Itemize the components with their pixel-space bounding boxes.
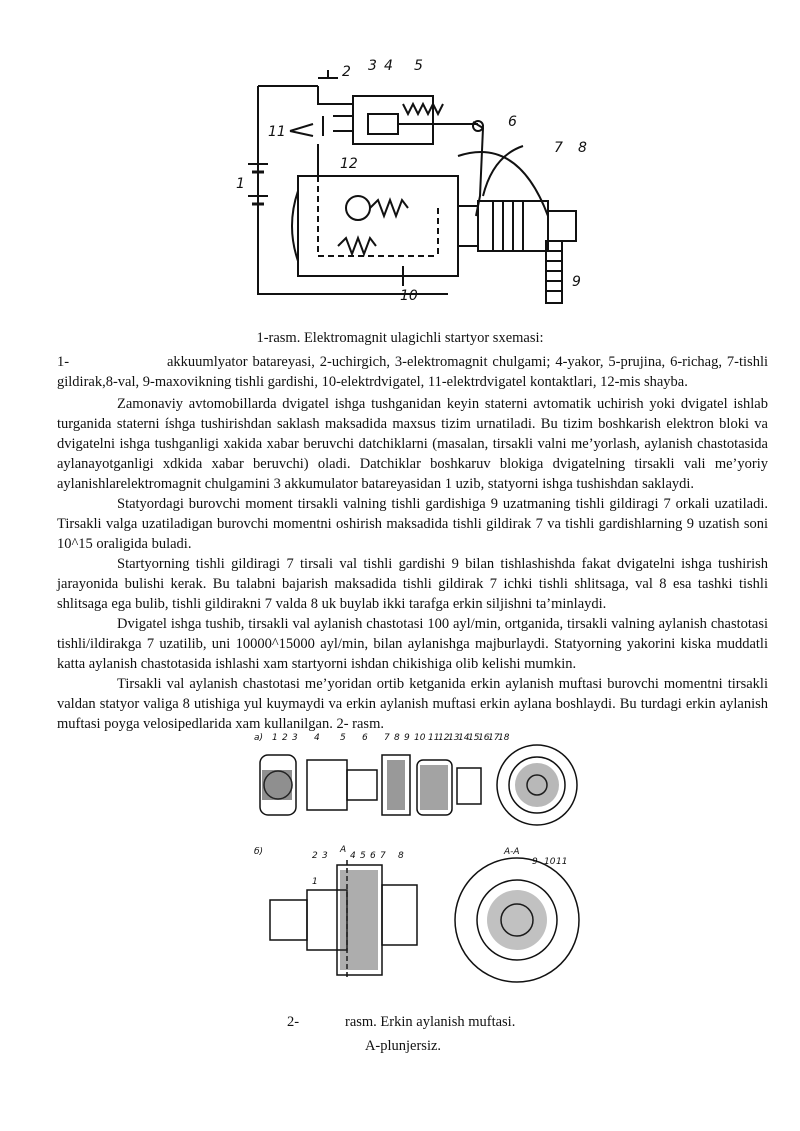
fig2b-label-9: 9 [532,857,538,867]
fig2b-label-4: 4 [350,851,356,861]
fig1-label-2: 2 [342,64,351,80]
fig2b-label-2: 2 [312,851,318,861]
fig1-label-3: 3 [368,58,377,74]
fig2b-label-7: 7 [380,851,386,861]
legend-number: 1- [57,354,70,370]
fig1-label-12: 12 [340,156,358,172]
fig2a-label-12: 12 [438,733,450,743]
fig2b-section-label: A-A [504,847,520,857]
fig2b-label-1: 1 [312,877,318,887]
fig2a-label-6: 6 [362,733,368,743]
clutch-section-figure [252,840,582,1000]
fig2a-label-9: 9 [404,733,410,743]
fig2b-label-8: 8 [398,851,404,861]
fig2a-label-4: 4 [314,733,320,743]
fig2a-label-14: 14 [458,733,470,743]
fig2a-label-7: 7 [384,733,390,743]
fig2a-label-10: 10 [414,733,426,743]
fig1-label-10: 10 [400,288,418,304]
figure2-caption [287,1014,515,1031]
clutch-exploded-figure [252,730,582,830]
body-text [57,394,768,734]
fig2a-label-18: 18 [498,733,510,743]
figure2-caption-number: 2- [287,1014,300,1030]
fig2a-label-17: 17 [488,733,500,743]
figure1-caption: 1-rasm. Elektromagnit ulagichli startyor sxemasi: [256,330,544,346]
fig2-panel-b-label: б) [254,847,264,857]
fig2a-label-3: 3 [292,733,298,743]
fig2-panel-a-label: a) [254,733,264,743]
paragraph: Startyorning tishli gildiragi 7 tirsali val tishli gardishi 9 bilan tishlashishda fakat dvigatelni ishga tushirish jarayonida bulishi kerak. Bu talabni bajarish maksadida tishli gildirak 7 ichki tishli shlitsaga, val 8 esa tashki tishli shlitsaga ega bulib, tishli gildirakni 7 valda 8 uk buylab ikki tarafga erkin siljishni ta’minlaydi. [57,556,768,612]
fig2a-label-8: 8 [394,733,400,743]
fig1-label-5: 5 [414,58,423,74]
fig2b-label-6: 6 [370,851,376,861]
legend-text: akkuumlyator batareyasi, 2-uchirgich, 3-elektromagnit chulgami; 4-yakor, 5-prujina, 6-richag, 7-tishli gildirak,8-val, 9-maxovikning tishli gardishi, 10-elektrdvigatel, 11-elektrdvigatel kontaktlari, 12-mis shayba. [57,354,768,390]
fig1-label-9: 9 [572,274,581,290]
fig1-label-6: 6 [508,114,517,130]
paragraph: Zamonaviy avtomobillarda dvigatel ishga tushganidan keyin staterni avtomatik uchirish yoki dvigatel ishlab turganida staterni íshga tushirishdan saklash maksadida maxsus tizim urnatiladi. Bu tizim boshkarish elektron bloki va dvigatelni ishga tushganligi xakida xabar beruvchi datchiklarni (masalan, tirsakli valni me’yorlash, aylanish chastotasida aylanayotganligi xdkida xabar beruvchi) oladi. Datchiklar boshkaruv blokiga dvigatelning tirsakli vali me’yoriy aylanishlarelektromagnit chulgamini 3 akkumulator batareyasidan 1 uzib, statyorni ishga tushishdan saklaydi. [57,396,768,492]
starter-schematic-figure [228,56,596,308]
figure2-caption-text: rasm. Erkin aylanish muftasi. [345,1014,516,1030]
fig2b-label-3: 3 [322,851,328,861]
paragraph: Tirsakli val aylanish chastotasi me’yoridan ortib ketganida erkin aylanish muftasi burovchi momentni tirsakli valdan statyor valiga 8 utishiga yul kuymaydi va erkin aylanish muftasi erkin aylana boshlaydi. Bu turdagi erkin aylanish muftasi poyga velosipedlarida xam kullanilgan. 2- rasm. [57,676,768,732]
fig1-label-1: 1 [236,176,245,192]
fig2b-label-11: 11 [556,857,568,867]
paragraph: Dvigatel ishga tushib, tirsakli val aylanish chastotasi 100 ayl/min, ortganida, tirsakli valning aylanish chastotasi tishli/ildirakga 7 uzatilib, uni 10000^15000 ayl/min, bilan aylanishga majburlaydi. Statyorning yakorini kiska muddatli katta aylanish chastotasida ishlashi xam startyorni ishdan chikishiga olib kelishi mumkin. [57,616,768,672]
figure1-legend [57,352,768,392]
fig2b-label-10: 10 [544,857,556,867]
fig1-label-4: 4 [384,58,393,74]
fig2b-section-marker: A [340,845,347,855]
fig2b-label-5: 5 [360,851,366,861]
fig2a-label-16: 16 [478,733,490,743]
fig2a-label-11: 11 [428,733,440,743]
fig2a-label-1: 1 [272,733,278,743]
paragraph: Statyordagi burovchi moment tirsakli valning tishli gardishiga 9 uzatmaning tishli gildiragi 7 orkali uzatiladi. Tirsakli valga uzatiladigan burovchi momentni oshirish maksadida tishli gildirak 7 va tishli gardishlarning 9 uzatish soni 10^15 oraligida buladi. [57,496,768,552]
figure2-subcaption: A-plunjersiz. [364,1038,442,1054]
fig2a-label-5: 5 [340,733,346,743]
fig1-label-11: 11 [268,124,286,140]
fig1-label-7: 7 [554,140,563,156]
fig2a-label-13: 13 [448,733,460,743]
fig1-label-8: 8 [578,140,587,156]
fig2a-label-2: 2 [282,733,288,743]
fig2a-label-15: 15 [468,733,480,743]
